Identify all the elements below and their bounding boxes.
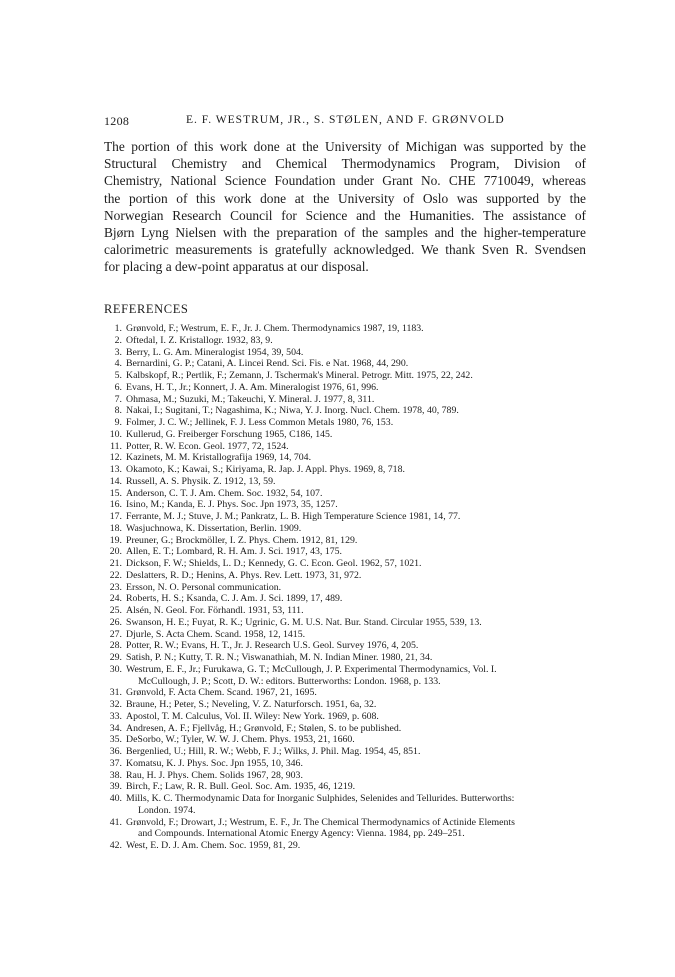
reference-number: 36. <box>109 746 122 757</box>
acknowledgement-line: The portion of this work done at the University of Michigan was supported by the <box>104 139 586 154</box>
reference-item <box>104 370 604 382</box>
acknowledgement-line: Norwegian Research Council for Science and the Humanities. The assistance of <box>104 207 586 223</box>
reference-item <box>104 323 604 335</box>
reference-item <box>104 734 604 746</box>
reference-text: Rau, H. J. Phys. Chem. Solids 1967, 28, 903. <box>126 769 303 781</box>
reference-number: 35. <box>109 734 122 746</box>
reference-item <box>104 629 604 641</box>
reference-item <box>104 511 604 523</box>
reference-number: 17. <box>109 511 122 522</box>
reference-number: 21. <box>109 558 122 569</box>
reference-item <box>104 499 604 511</box>
reference-item <box>104 746 604 758</box>
reference-text: West, E. D. J. Am. Chem. Soc. 1959, 81, 29. <box>126 840 301 851</box>
reference-number: 2. <box>114 334 122 346</box>
reference-number: 39. <box>109 781 122 793</box>
reference-number: 8. <box>114 405 122 417</box>
reference-text: Potter, R. W. Econ. Geol. 1977, 72, 1524. <box>126 440 289 452</box>
reference-item <box>104 570 604 582</box>
running-head: E. F. WESTRUM, JR., S. STØLEN, AND F. GRØNVOLD <box>186 114 505 126</box>
reference-text: Mills, K. C. Thermodynamic Data for Inorganic Sulphides, Selenides and Tellurides. Butterworths: <box>126 793 515 804</box>
reference-number: 18. <box>109 522 122 534</box>
reference-item <box>104 640 604 652</box>
reference-number: 12. <box>109 452 122 464</box>
reference-number: 15. <box>109 487 122 499</box>
reference-text: DeSorbo, W.; Tyler, W. W. J. Chem. Phys. 1953, 21, 1660. <box>126 734 355 746</box>
reference-text: Potter, R. W.; Evans, H. T., Jr. J. Research U.S. Geol. Survey 1976, 4, 205. <box>126 640 419 652</box>
references-list <box>104 323 604 852</box>
reference-number: 29. <box>109 652 122 663</box>
reference-text: Dickson, F. W.; Shields, L. D.; Kennedy, G. C. Econ. Geol. 1962, 57, 1021. <box>126 558 422 569</box>
reference-item <box>104 394 604 406</box>
reference-number: 9. <box>114 417 122 428</box>
reference-text: Anderson, C. T. J. Am. Chem. Soc. 1932, 54, 107. <box>126 487 323 499</box>
reference-text: Deslatters, R. D.; Henins, A. Phys. Rev. Lett. 1973, 31, 972. <box>126 569 362 581</box>
reference-item <box>104 793 604 817</box>
reference-number: 7. <box>114 393 122 405</box>
reference-text: Bernardini, G. P.; Catani, A. Lincei Rend. Sci. Fis. e Nat. 1968, 44, 290. <box>126 358 409 370</box>
reference-item <box>104 770 604 782</box>
reference-item <box>104 617 604 629</box>
reference-text: Kalbskopf, R.; Pertlik, F.; Zemann, J. Tschermak's Mineral. Petrogr. Mitt. 1975, 22, 242. <box>126 370 473 381</box>
reference-number: 38. <box>109 769 122 781</box>
reference-item <box>104 452 604 464</box>
acknowledgement-line: for placing a dew-point apparatus at our disposal. <box>104 259 369 275</box>
reference-number: 24. <box>109 593 122 605</box>
reference-item <box>104 582 604 594</box>
reference-text: Oftedal, I. Z. Kristallogr. 1932, 83, 9. <box>126 334 273 346</box>
reference-text: Kazinets, M. M. Kristallografija 1969, 14, 704. <box>126 452 312 464</box>
reference-number: 3. <box>114 346 122 358</box>
reference-text: Evans, H. T., Jr.; Konnert, J. A. Am. Mineralogist 1976, 61, 996. <box>126 381 379 393</box>
reference-item <box>104 535 604 547</box>
reference-item <box>104 593 604 605</box>
reference-text: Satish, P. N.; Kutty, T. R. N.; Viswanathiah, M. N. Indian Miner. 1980, 21, 34. <box>126 652 433 663</box>
reference-text: Westrum, E. F., Jr.; Furukawa, G. T.; McCullough, J. P. Experimental Thermodynamics, Vol. I. <box>126 663 497 675</box>
acknowledgement-line: the portion of this work done at the University of Oslo was supported by the <box>104 190 586 206</box>
reference-text: Alsén, N. Geol. For. Förhandl. 1931, 53, 111. <box>126 605 304 616</box>
reference-text: Isino, M.; Kanda, E. J. Phys. Soc. Jpn 1973, 35, 1257. <box>126 499 338 511</box>
reference-text: Kullerud, G. Freiberger Forschung 1965, C186, 145. <box>126 428 333 440</box>
reference-item <box>104 382 604 394</box>
reference-text: Grønvold, F. Acta Chem. Scand. 1967, 21, 1695. <box>126 687 317 699</box>
reference-item <box>104 464 604 476</box>
reference-item <box>104 664 604 688</box>
reference-text: Djurle, S. Acta Chem. Scand. 1958, 12, 1415. <box>126 628 306 640</box>
reference-number: 34. <box>109 722 122 734</box>
reference-item <box>104 781 604 793</box>
reference-number: 31. <box>109 687 122 699</box>
acknowledgement-line: calorimetric measurements is gratefully acknowledged. We thank Sven R. Svendsen <box>104 242 586 258</box>
acknowledgement-line: Bjørn Lyng Nielsen with the preparation of the samples and the higher-temperature <box>104 225 586 241</box>
reference-text: Komatsu, K. J. Phys. Soc. Jpn 1955, 10, 346. <box>126 757 303 769</box>
reference-text: Grønvold, F.; Westrum, E. F., Jr. J. Chem. Thermodynamics 1987, 19, 1183. <box>126 323 424 334</box>
reference-item <box>104 405 604 417</box>
reference-item <box>104 546 604 558</box>
reference-item <box>104 817 604 841</box>
reference-number: 22. <box>109 569 122 581</box>
acknowledgement-line: Chemistry, National Science Foundation under Grant No. CHE 7710049, whereas <box>104 173 586 189</box>
reference-number: 1. <box>114 323 122 334</box>
reference-text: Okamoto, K.; Kawai, S.; Kiriyama, R. Jap. J. Appl. Phys. 1969, 8, 718. <box>126 464 405 475</box>
reference-item <box>104 723 604 735</box>
reference-text: Russell, A. S. Physik. Z. 1912, 13, 59. <box>126 475 276 487</box>
reference-text: Apostol, T. M. Calculus, Vol. II. Wiley: New York. 1969, p. 608. <box>126 710 379 722</box>
reference-number: 33. <box>109 710 122 722</box>
reference-text: Swanson, H. E.; Fuyat, R. K.; Ugrinic, G. M. U.S. Nat. Bur. Stand. Circular 1955, 539, 13. <box>126 616 482 628</box>
reference-number: 30. <box>109 663 122 675</box>
reference-text: Braune, H.; Peter, S.; Neveling, V. Z. Naturforsch. 1951, 6a, 32. <box>126 699 377 710</box>
reference-text: Grønvold, F.; Drowart, J.; Westrum, E. F., Jr. The Chemical Thermodynamics of Actinide Elements <box>126 816 515 828</box>
reference-item <box>104 417 604 429</box>
reference-text: Ferrante, M. J.; Stuve, J. M.; Pankratz, L. B. High Temperature Science 1981, 14, 77. <box>126 511 461 522</box>
reference-item <box>104 699 604 711</box>
reference-number: 13. <box>109 464 122 475</box>
reference-text: Allen, E. T.; Lombard, R. H. Am. J. Sci. 1917, 43, 175. <box>126 546 342 558</box>
reference-number: 26. <box>109 616 122 628</box>
reference-text: Preuner, G.; Brockmöller, I. Z. Phys. Chem. 1912, 81, 129. <box>126 534 358 546</box>
reference-item <box>104 558 604 570</box>
reference-text: Folmer, J. C. W.; Jellinek, F. J. Less Common Metals 1980, 76, 153. <box>126 417 394 428</box>
reference-text: Wasjuchnowa, K. Dissertation, Berlin. 1909. <box>126 522 302 534</box>
reference-number: 32. <box>109 699 122 710</box>
reference-number: 19. <box>109 534 122 546</box>
page-number: 1208 <box>104 114 130 128</box>
reference-item <box>104 523 604 535</box>
reference-number: 6. <box>114 381 122 393</box>
acknowledgement-paragraph <box>104 138 586 276</box>
reference-number: 10. <box>109 428 122 440</box>
reference-number: 5. <box>114 370 122 381</box>
reference-number: 40. <box>109 793 122 804</box>
reference-number: 23. <box>109 581 122 593</box>
reference-item <box>104 476 604 488</box>
reference-item <box>104 652 604 664</box>
reference-text: Nakai, I.; Sugitani, T.; Nagashima, K.; Niwa, Y. J. Inorg. Nucl. Chem. 1978, 40, 789. <box>126 405 459 417</box>
reference-number: 16. <box>109 499 122 511</box>
acknowledgement-line: Structural Chemistry and Chemical Thermodynamics Program, Division of <box>104 156 586 172</box>
reference-text: Ohmasa, M.; Suzuki, M.; Takeuchi, Y. Mineral. J. 1977, 8, 311. <box>126 393 375 405</box>
reference-text: Roberts, H. S.; Ksanda, C. J. Am. J. Sci. 1899, 17, 489. <box>126 593 343 605</box>
reference-item <box>104 605 604 617</box>
reference-item <box>104 441 604 453</box>
reference-number: 28. <box>109 640 122 652</box>
reference-number: 4. <box>114 358 122 370</box>
reference-text: Bergenlied, U.; Hill, R. W.; Webb, F. J.; Wilks, J. Phil. Mag. 1954, 45, 851. <box>126 746 421 757</box>
reference-number: 11. <box>110 440 122 452</box>
reference-number: 14. <box>109 475 122 487</box>
reference-item <box>104 358 604 370</box>
reference-item <box>104 335 604 347</box>
reference-item <box>104 758 604 770</box>
reference-number: 37. <box>109 757 122 769</box>
references-heading: REFERENCES <box>104 302 189 316</box>
reference-item <box>104 840 604 852</box>
reference-number: 41. <box>109 816 122 828</box>
reference-text: Berry, L. G. Am. Mineralogist 1954, 39, 504. <box>126 346 304 358</box>
reference-text: Andresen, A. F.; Fjellvåg, H.; Grønvold, F.; Stølen, S. to be published. <box>126 722 402 734</box>
page-header <box>104 114 584 132</box>
reference-text: Birch, F.; Law, R. R. Bull. Geol. Soc. Am. 1935, 46, 1219. <box>126 781 356 793</box>
reference-item <box>104 687 604 699</box>
reference-continuation: London. 1974. <box>138 804 196 816</box>
reference-item <box>104 711 604 723</box>
reference-continuation: and Compounds. International Atomic Energy Agency: Vienna. 1984, pp. 249–251. <box>138 828 465 840</box>
reference-item <box>104 429 604 441</box>
reference-number: 20. <box>109 546 122 558</box>
reference-item <box>104 347 604 359</box>
reference-number: 27. <box>109 628 122 640</box>
reference-number: 42. <box>109 840 122 851</box>
reference-text: Ersson, N. O. Personal communication. <box>126 581 282 593</box>
reference-number: 25. <box>109 605 122 616</box>
reference-item <box>104 488 604 500</box>
reference-continuation: McCullough, J. P.; Scott, D. W.: editors. Butterworths: London. 1968, p. 133. <box>138 675 441 687</box>
